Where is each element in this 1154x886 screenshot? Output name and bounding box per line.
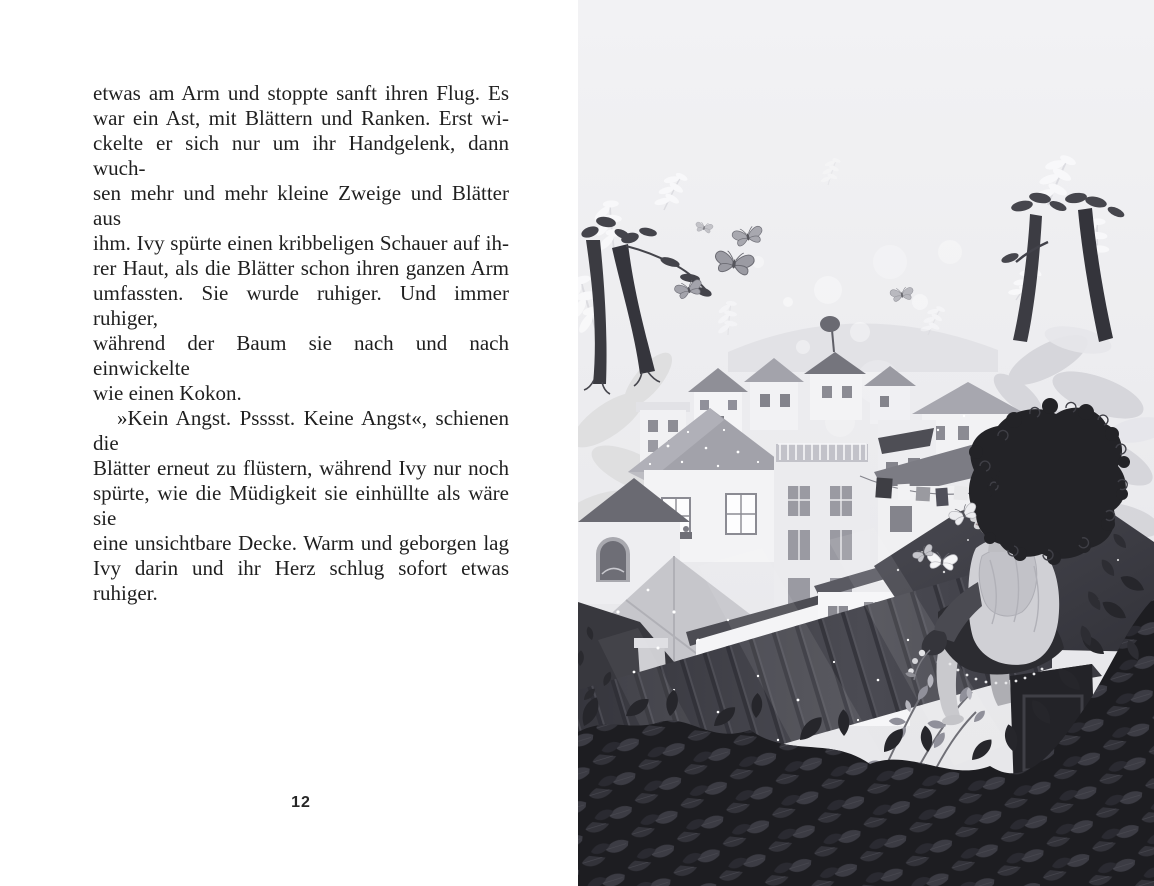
text-line: wie einen Kokon. <box>93 381 242 405</box>
text-line: »Kein Angst. Psssst. Keine Angst«, schienen die <box>93 406 509 455</box>
paragraph-2 <box>93 406 509 606</box>
text-line: Ivy darin und ihr Herz schlug sofort etwas ruhiger. <box>93 556 509 605</box>
text-line: etwas am Arm und stoppte sanft ihren Flug. Es <box>93 81 509 105</box>
text-line: spürte, wie die Müdigkeit sie einhüllte als wäre sie <box>93 481 509 530</box>
rooftop-illustration <box>578 0 1154 886</box>
text-line: sen mehr und mehr kleine Zweige und Blätter aus <box>93 181 509 230</box>
text-line: während der Baum sie nach und nach einwickelte <box>93 331 509 380</box>
paragraph-1 <box>93 81 509 406</box>
hoodie-hood <box>979 548 1036 616</box>
text-line: rer Haut, als die Blätter schon ihren ganzen Arm <box>93 256 509 280</box>
text-line: war ein Ast, mit Blättern und Ranken. Erst wi- <box>93 106 509 130</box>
body-text <box>93 81 509 606</box>
text-line: eine unsichtbare Decke. Warm und geborgen lag <box>93 531 509 555</box>
text-line: ihm. Ivy spürte einen kribbeligen Schauer auf ih- <box>93 231 509 255</box>
text-line: Blätter erneut zu flüstern, während Ivy nur noch <box>93 456 509 480</box>
page-number: 12 <box>291 794 311 811</box>
text-line: ckelte er sich nur um ihr Handgelenk, dann wuch- <box>93 131 509 180</box>
text-line: umfassten. Sie wurde ruhiger. Und immer ruhiger, <box>93 281 509 330</box>
